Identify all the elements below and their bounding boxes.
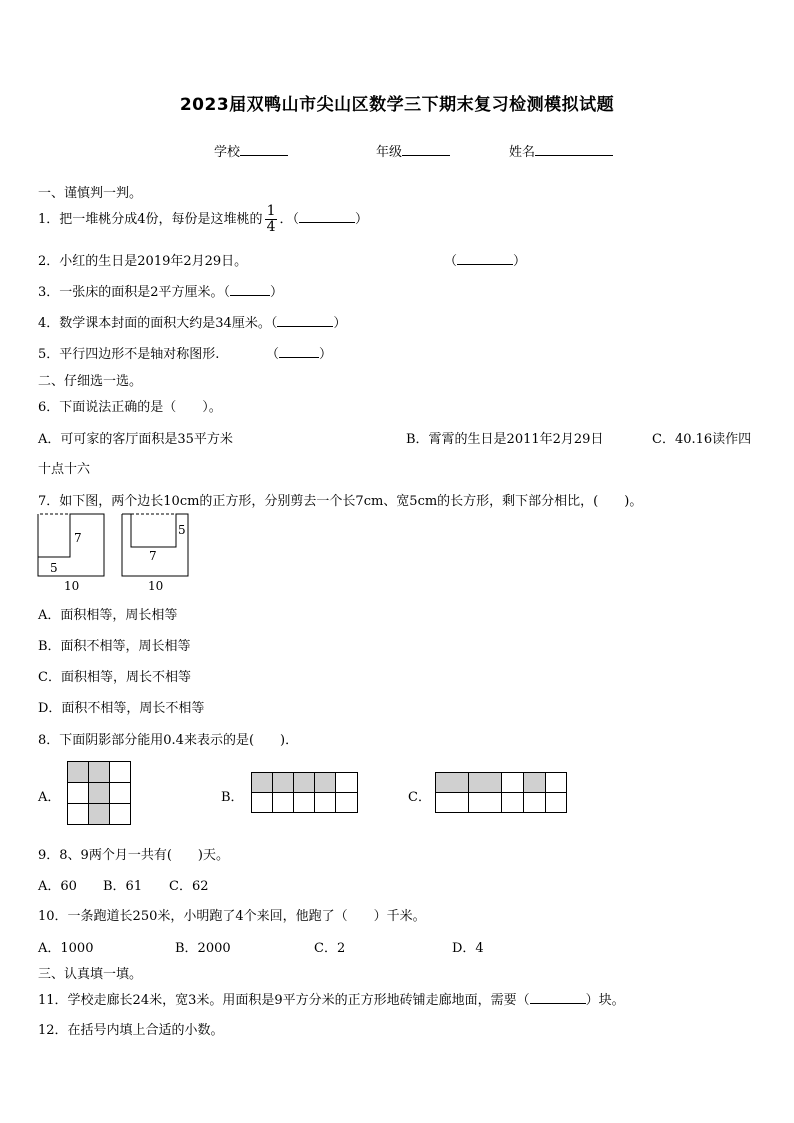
question-8: 8．下面阴影部分能用0.4来表示的是( )．: [38, 733, 299, 748]
q2-answer: [444, 250, 526, 269]
section-3-heading: 三、认真填一填。: [38, 967, 143, 982]
q6-option-c[interactable]: C．40.16读作四: [652, 432, 752, 447]
right-label-7: 7: [149, 549, 157, 563]
q1-after: ．（: [279, 212, 299, 227]
q11-close: ）块。: [585, 993, 625, 1008]
q10-option-d[interactable]: D．4: [452, 941, 484, 956]
grade-field[interactable]: [376, 141, 450, 160]
q1-text: 把一堆桃分成4份，每份是这堆桃的: [59, 212, 263, 227]
grade-blank[interactable]: [402, 144, 450, 156]
q9-option-a[interactable]: A．60: [38, 879, 77, 894]
q5-paren-open: （: [266, 347, 280, 362]
school-label: 学校: [214, 145, 241, 160]
q9-option-b[interactable]: B．61: [103, 879, 143, 894]
q3-close: ）: [270, 285, 284, 300]
name-blank[interactable]: [535, 144, 613, 156]
question-5: 5．平行四边形不是轴对称图形.: [38, 347, 220, 362]
left-label-10: 10: [64, 579, 80, 593]
q7-figure: [30, 510, 200, 594]
q8-option-c-label[interactable]: C．: [408, 790, 431, 805]
q8-option-c-grid[interactable]: [435, 772, 568, 814]
q11-text: 11．学校走廊长24米，宽3米。用面积是9平方分米的正方形地砖铺走廊地面，需要（: [38, 993, 530, 1008]
left-cut-square: [38, 514, 104, 593]
q4-text: 4．数学课本封面的面积大约是34厘米。（: [38, 316, 278, 331]
q1-frac-den: 4: [266, 219, 276, 235]
q10-option-c[interactable]: C．2: [314, 941, 346, 956]
school-blank[interactable]: [240, 144, 288, 156]
section-2-heading: 二、仔细选一选。: [38, 374, 143, 389]
q3-answer-blank[interactable]: [230, 284, 270, 296]
q6-option-c-continued: 十点十六: [38, 462, 91, 477]
q5-answer-blank[interactable]: [279, 346, 319, 358]
left-label-5: 5: [50, 561, 58, 575]
right-label-10: 10: [148, 579, 164, 593]
q9-option-c[interactable]: C．62: [169, 879, 209, 894]
q2-answer-blank[interactable]: [457, 253, 513, 265]
q4-answer-blank[interactable]: [277, 315, 333, 327]
question-10: 10．一条跑道长250米，小明跑了4个来回，他跑了（ ）千米。: [38, 909, 426, 924]
name-field[interactable]: [509, 141, 613, 160]
question-12: 12．在括号内填上合适的小数。: [38, 1023, 224, 1038]
question-6: 6．下面说法正确的是（ ）。: [38, 400, 222, 415]
question-2: 2．小红的生日是2019年2月29日。: [38, 254, 248, 269]
q10-option-b[interactable]: B．2000: [175, 941, 231, 956]
q8-option-a-grid[interactable]: [67, 761, 131, 825]
q8-option-b-label[interactable]: B．: [221, 790, 244, 805]
school-field[interactable]: [214, 141, 288, 160]
q7-option-a[interactable]: A．面积相等，周长相等: [38, 608, 178, 623]
q1-fraction: [265, 204, 278, 235]
grade-label: 年级: [376, 145, 403, 160]
q11-answer-blank[interactable]: [530, 992, 586, 1004]
left-label-7: 7: [74, 531, 82, 545]
q3-text: 3．一张床的面积是2平方厘米。（: [38, 285, 231, 300]
question-11: [38, 989, 625, 1008]
question-4: [38, 312, 346, 331]
right-label-5: 5: [178, 523, 186, 537]
q2-paren-open: （: [444, 254, 458, 269]
page-title: 2023届双鸭山市尖山区数学三下期末复习检测模拟试题: [179, 95, 615, 115]
q1-close: ）: [355, 212, 369, 227]
q1-number: 1．: [38, 212, 60, 227]
question-9: 9．8、9两个月一共有( )天。: [38, 848, 229, 863]
section-1-heading: 一、谨慎判一判。: [38, 186, 143, 201]
q1-frac-num: 1: [266, 203, 276, 219]
q8-option-a-label[interactable]: A．: [38, 790, 61, 805]
name-label: 姓名: [509, 145, 536, 160]
q5-paren-close: ）: [319, 347, 333, 362]
q8-option-b-grid[interactable]: [251, 772, 359, 814]
question-7: 7．如下图，两个边长10cm的正方形，分别剪去一个长7cm、宽5cm的长方形，剩下部分相比，( )。: [38, 494, 643, 509]
right-cut-square: [122, 514, 188, 593]
q6-option-b[interactable]: B．霄霄的生日是2011年2月29日: [406, 432, 604, 447]
q5-answer: [266, 343, 332, 362]
q7-option-c[interactable]: C．面积相等，周长不相等: [38, 670, 191, 685]
q2-paren-close: ）: [513, 254, 527, 269]
q10-option-a[interactable]: A．1000: [38, 941, 94, 956]
q7-option-d[interactable]: D．面积不相等，周长不相等: [38, 701, 205, 716]
q6-option-a[interactable]: A．可可家的客厅面积是35平方米: [38, 432, 233, 447]
question-1: [38, 204, 368, 235]
q1-answer-blank[interactable]: [299, 211, 355, 223]
question-3: [38, 281, 283, 300]
q7-option-b[interactable]: B．面积不相等，周长相等: [38, 639, 191, 654]
q4-close: ）: [333, 316, 347, 331]
